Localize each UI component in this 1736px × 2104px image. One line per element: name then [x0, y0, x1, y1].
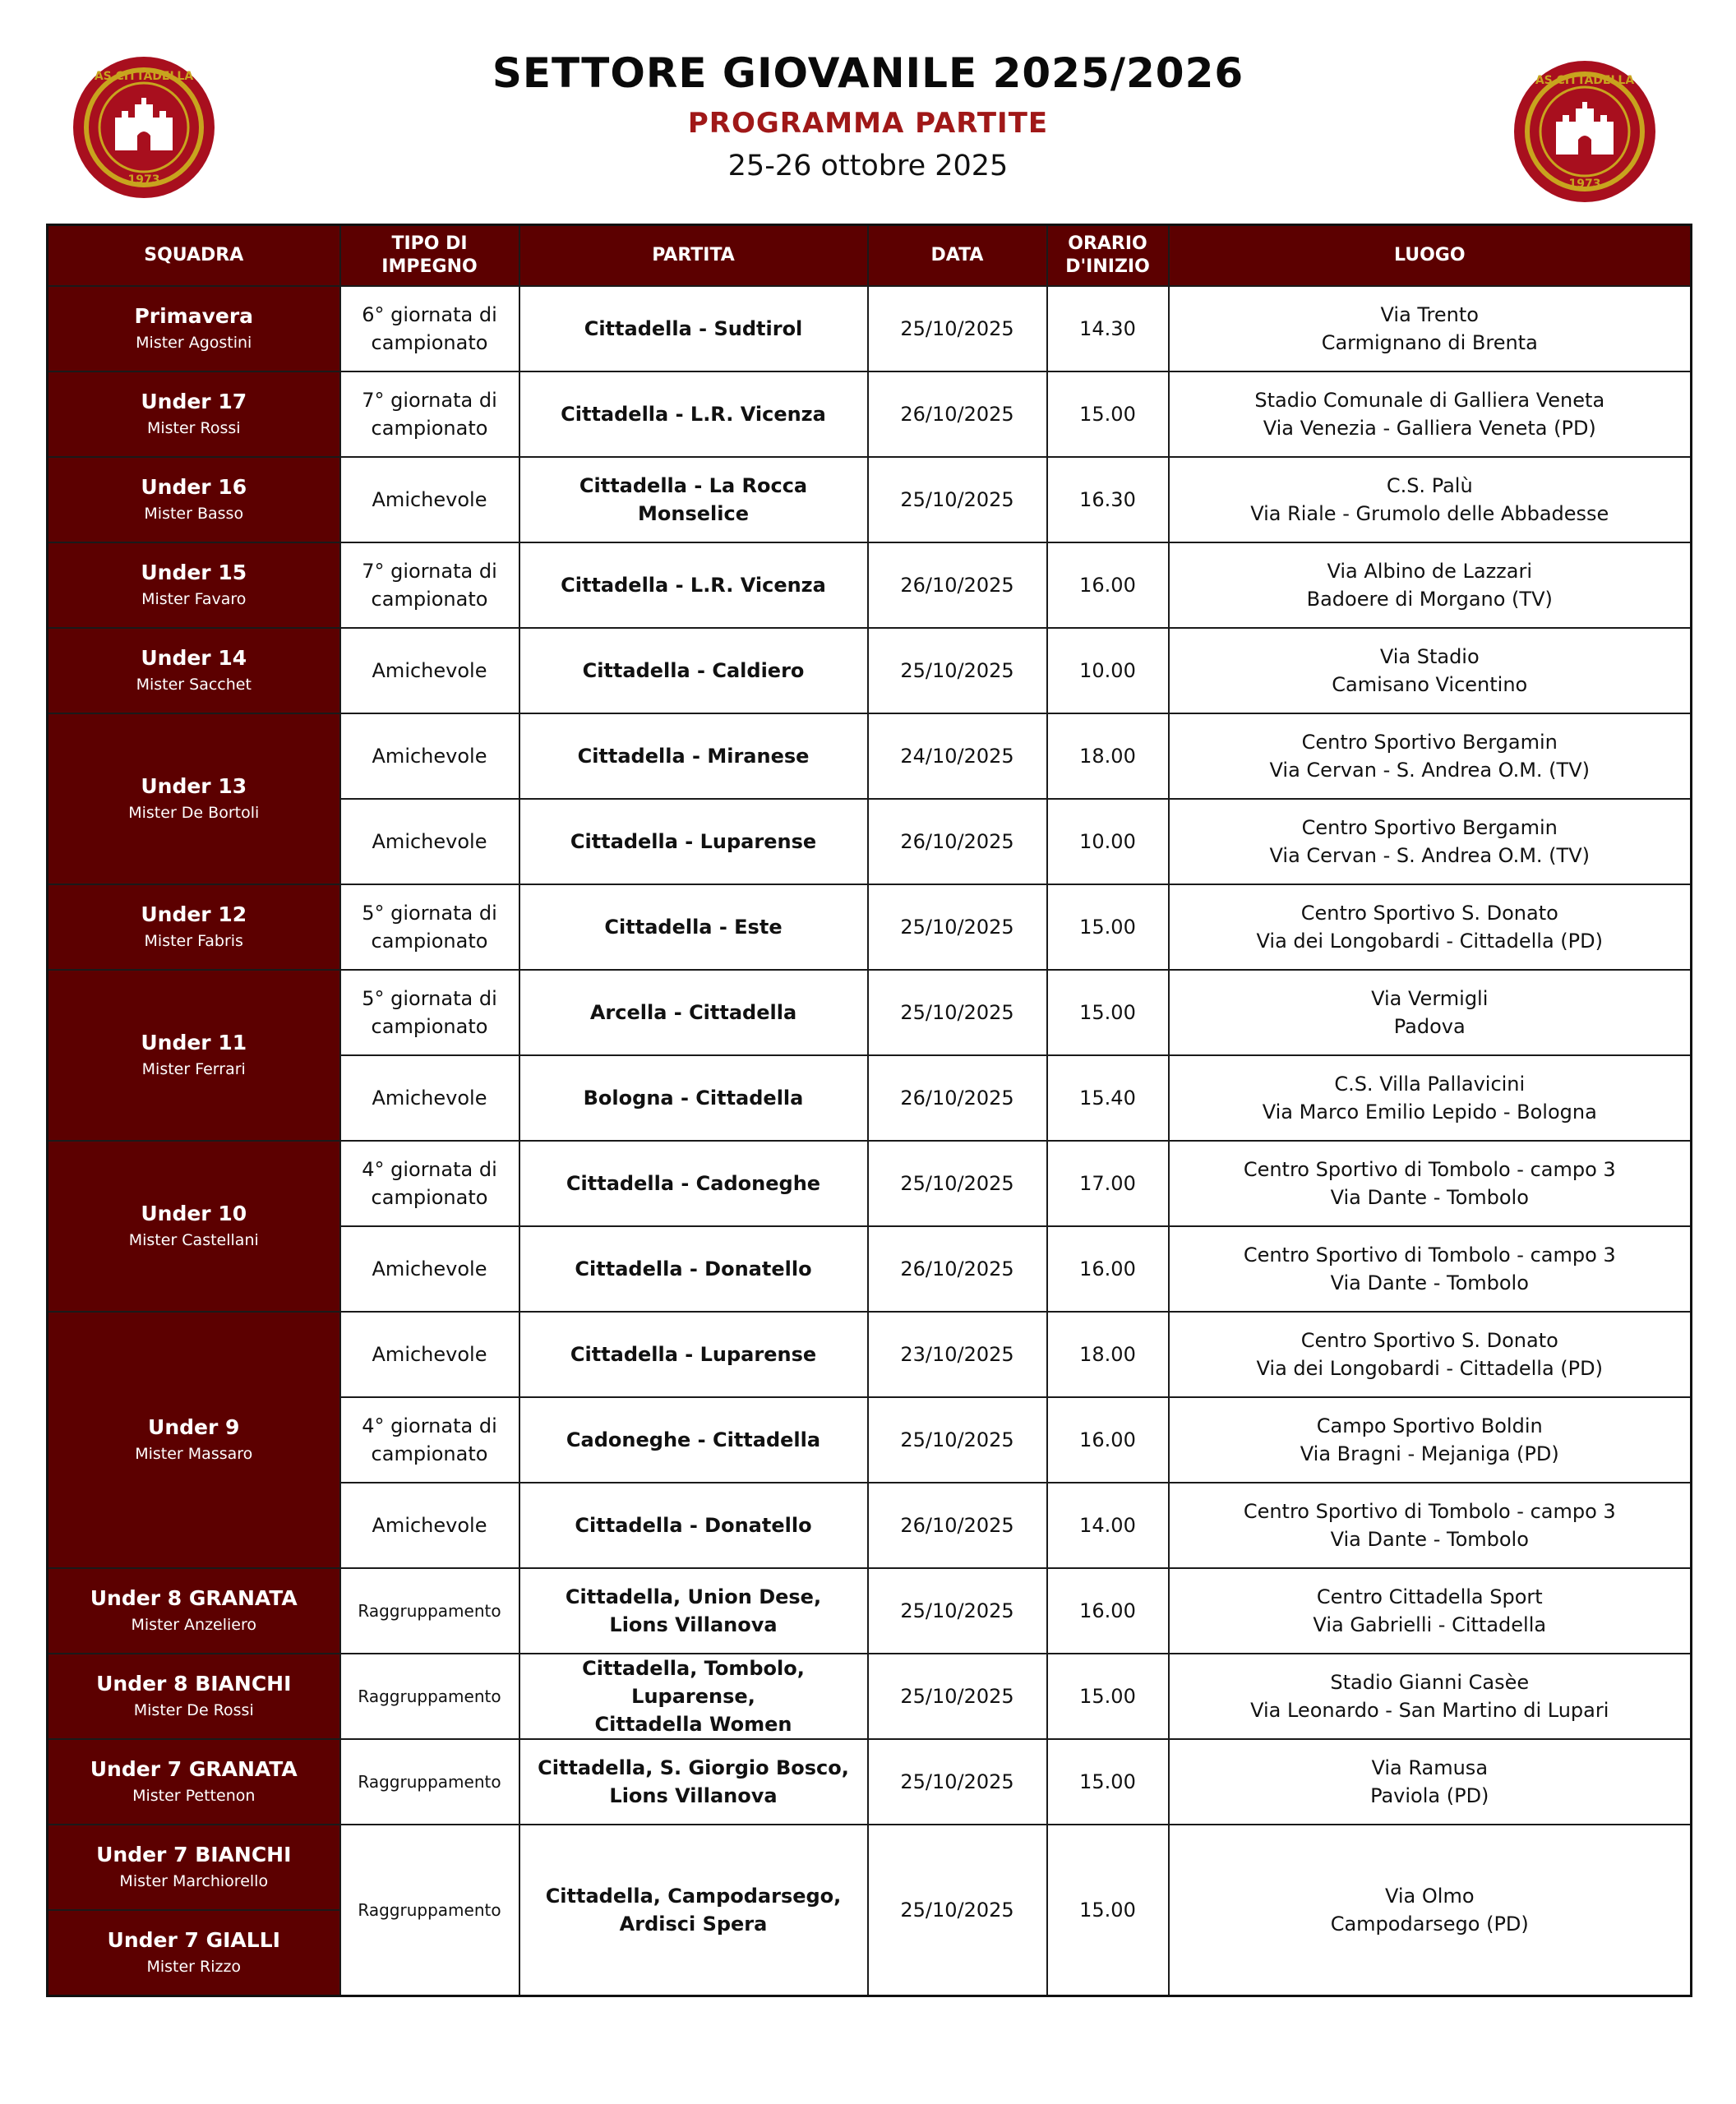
match-venue-cell	[1169, 286, 1692, 371]
match-venue-cell	[1169, 1654, 1692, 1739]
match-type-cell	[340, 542, 519, 628]
match-teams-line: Cittadella, S. Giorgio Bosco,	[538, 1756, 849, 1779]
match-type-line: 6° giornata di	[362, 303, 497, 326]
team-coach: Mister Castellani	[128, 1231, 259, 1249]
match-date: 26/10/2025	[868, 542, 1047, 628]
match-date: 25/10/2025	[868, 457, 1047, 542]
team-cell	[48, 1568, 340, 1654]
venue-line: Centro Sportivo di Tombolo - campo 3	[1243, 1243, 1616, 1267]
team-coach: Mister Sacchet	[136, 676, 252, 694]
match-time: 15.00	[1047, 970, 1169, 1055]
logo-text: AS CITTADELLA	[1535, 74, 1635, 87]
match-time: 15.00	[1047, 1825, 1169, 1996]
match-teams-cell	[519, 1568, 868, 1654]
match-date: 25/10/2025	[868, 628, 1047, 713]
match-time: 16.00	[1047, 1226, 1169, 1312]
team-name: Under 12	[141, 902, 247, 926]
team-coach: Mister Basso	[144, 505, 244, 523]
match-teams-cell	[519, 884, 868, 970]
match-time: 18.00	[1047, 713, 1169, 799]
match-teams-cell	[519, 457, 868, 542]
team-coach: Mister Anzeliero	[131, 1616, 257, 1634]
match-type-line: Amichevole	[372, 1514, 487, 1537]
match-venue-cell	[1169, 628, 1692, 713]
venue-line: Stadio Gianni Casèe	[1330, 1671, 1530, 1694]
match-time: 10.00	[1047, 628, 1169, 713]
team-cell	[48, 1739, 340, 1825]
match-type-line: campionato	[371, 417, 488, 440]
column-header-tipo: TIPO DI IMPEGNO	[340, 225, 519, 287]
match-date: 25/10/2025	[868, 1654, 1047, 1739]
match-type-cell	[340, 1226, 519, 1312]
match-teams-cell	[519, 1141, 868, 1226]
team-cell	[48, 1312, 340, 1568]
team-name: Under 8 BIANCHI	[96, 1672, 292, 1696]
team-cell	[48, 1141, 340, 1312]
team-name: Under 8 GRANATA	[90, 1586, 298, 1610]
match-venue-cell	[1169, 1141, 1692, 1226]
match-date: 25/10/2025	[868, 286, 1047, 371]
match-type-cell	[340, 1055, 519, 1141]
venue-line: Via Albino de Lazzari	[1327, 560, 1533, 583]
match-type-line: Amichevole	[372, 1087, 487, 1110]
orario-line-1: ORARIO	[1068, 233, 1147, 254]
match-teams-cell	[519, 1654, 868, 1739]
match-teams-line: Cittadella - Sudtirol	[584, 317, 803, 340]
match-type-cell	[340, 884, 519, 970]
team-coach: Mister Rossi	[146, 419, 241, 437]
venue-line: Centro Sportivo di Tombolo - campo 3	[1243, 1500, 1616, 1523]
match-type-cell	[340, 1825, 519, 1996]
venue-line: Stadio Comunale di Galliera Veneta	[1254, 389, 1605, 412]
team-name: Under 9	[148, 1415, 240, 1439]
team-coach: Mister Favaro	[141, 590, 247, 608]
schedule-table	[46, 224, 1692, 1997]
venue-line: Via Gabrielli - Cittadella	[1313, 1613, 1547, 1636]
venue-line: Centro Sportivo S. Donato	[1300, 1329, 1558, 1352]
logo-year: 1973	[1568, 178, 1601, 191]
match-teams-line: Cittadella - Miranese	[577, 745, 810, 768]
table-row	[48, 970, 1692, 1055]
team-cell	[48, 1910, 340, 1996]
match-type-line: Amichevole	[372, 745, 487, 768]
match-type-cell	[340, 1483, 519, 1568]
match-teams-line: Cittadella - Cadoneghe	[566, 1172, 821, 1195]
match-time: 18.00	[1047, 1312, 1169, 1397]
match-venue-cell	[1169, 1312, 1692, 1397]
team-coach: Mister Massaro	[135, 1445, 253, 1463]
column-header-luogo: LUOGO	[1169, 225, 1692, 287]
match-teams-line: Lions Villanova	[609, 1784, 778, 1807]
match-time: 16.00	[1047, 1568, 1169, 1654]
match-type-line: 5° giornata di	[362, 987, 497, 1010]
venue-line: Centro Sportivo Bergamin	[1301, 816, 1558, 839]
team-name: Under 14	[141, 646, 247, 670]
venue-line: Via Vermigli	[1371, 987, 1489, 1010]
team-coach: Mister De Bortoli	[128, 804, 260, 822]
match-type-line: Raggruppamento	[358, 1601, 501, 1621]
team-cell	[48, 628, 340, 713]
venue-line: Via dei Longobardi - Cittadella (PD)	[1256, 930, 1603, 953]
match-time: 14.30	[1047, 286, 1169, 371]
team-name: Under 7 GIALLI	[107, 1928, 280, 1952]
table-row	[48, 628, 1692, 713]
match-teams-line: Cittadella - L.R. Vicenza	[561, 574, 826, 597]
match-type-cell	[340, 799, 519, 884]
table-row	[48, 371, 1692, 457]
venue-line: Via Stadio	[1379, 645, 1480, 668]
match-type-line: Raggruppamento	[358, 1900, 501, 1920]
team-coach: Mister Agostini	[136, 334, 252, 352]
team-name: Under 16	[141, 475, 247, 499]
venue-line: C.S. Palù	[1386, 474, 1473, 497]
match-time: 16.00	[1047, 1397, 1169, 1483]
match-teams-cell	[519, 1312, 868, 1397]
match-date: 24/10/2025	[868, 713, 1047, 799]
page-title: SETTORE GIOVANILE 2025/2026	[492, 49, 1244, 97]
match-date: 25/10/2025	[868, 1141, 1047, 1226]
table-row	[48, 1739, 1692, 1825]
team-coach: Mister Fabris	[144, 932, 243, 950]
match-teams-line: Cittadella - Luparense	[570, 830, 817, 853]
table-row	[48, 457, 1692, 542]
match-time: 15.00	[1047, 371, 1169, 457]
team-coach: Mister Ferrari	[141, 1060, 246, 1078]
table-row	[48, 1825, 1692, 1910]
match-teams-line: Cittadella - Donatello	[575, 1257, 812, 1280]
team-cell	[48, 1825, 340, 1910]
match-venue-cell	[1169, 1055, 1692, 1141]
team-name: Under 15	[141, 561, 247, 584]
team-name: Under 11	[141, 1031, 247, 1054]
match-type-line: 7° giornata di	[362, 560, 497, 583]
table-row	[48, 1568, 1692, 1654]
match-teams-line: Cittadella Women	[594, 1713, 792, 1736]
match-time: 16.30	[1047, 457, 1169, 542]
table-row	[48, 1654, 1692, 1739]
match-venue-cell	[1169, 371, 1692, 457]
match-teams-cell	[519, 371, 868, 457]
match-teams-line: Cittadella - Luparense	[570, 1343, 817, 1366]
match-teams-cell	[519, 970, 868, 1055]
venue-line: Campo Sportivo Boldin	[1316, 1414, 1543, 1437]
match-date: 26/10/2025	[868, 371, 1047, 457]
match-type-cell	[340, 286, 519, 371]
match-teams-cell	[519, 286, 868, 371]
logo-year: 1973	[127, 173, 160, 187]
venue-line: Via Dante - Tombolo	[1330, 1271, 1529, 1294]
match-date: 25/10/2025	[868, 1739, 1047, 1825]
venue-line: Padova	[1393, 1015, 1466, 1038]
team-cell	[48, 1654, 340, 1739]
match-type-line: 7° giornata di	[362, 389, 497, 412]
venue-line: Via Riale - Grumolo delle Abbadesse	[1250, 502, 1609, 525]
column-header-squadra: SQUADRA	[48, 225, 340, 287]
club-logo	[1511, 58, 1659, 205]
match-time: 15.00	[1047, 884, 1169, 970]
match-type-line: 4° giornata di	[362, 1414, 497, 1437]
match-date: 26/10/2025	[868, 1483, 1047, 1568]
date-range: 25-26 ottobre 2025	[727, 150, 1009, 182]
match-venue-cell	[1169, 457, 1692, 542]
match-date: 26/10/2025	[868, 1226, 1047, 1312]
match-teams-cell	[519, 628, 868, 713]
match-time: 14.00	[1047, 1483, 1169, 1568]
match-teams-line: Arcella - Cittadella	[589, 1001, 797, 1024]
team-coach: Mister Pettenon	[132, 1787, 256, 1805]
team-name: Under 7 GRANATA	[90, 1757, 298, 1781]
match-venue-cell	[1169, 970, 1692, 1055]
match-venue-cell	[1169, 713, 1692, 799]
venue-line: Via Bragni - Mejaniga (PD)	[1300, 1442, 1559, 1465]
venue-line: Via Venezia - Galliera Veneta (PD)	[1263, 417, 1596, 440]
match-venue-cell	[1169, 542, 1692, 628]
match-type-line: 5° giornata di	[362, 902, 497, 925]
match-teams-cell	[519, 713, 868, 799]
match-teams-cell	[519, 1397, 868, 1483]
match-teams-line: Cittadella, Campodarsego,	[545, 1885, 842, 1908]
match-teams-line: Cittadella - Donatello	[575, 1514, 812, 1537]
venue-line: Via Trento	[1380, 303, 1479, 326]
match-type-cell	[340, 1141, 519, 1226]
match-venue-cell	[1169, 1825, 1692, 1996]
match-time: 15.40	[1047, 1055, 1169, 1141]
table-row	[48, 1312, 1692, 1397]
match-time: 17.00	[1047, 1141, 1169, 1226]
venue-line: Centro Cittadella Sport	[1316, 1585, 1543, 1608]
team-name: Primavera	[134, 304, 254, 328]
match-time: 16.00	[1047, 542, 1169, 628]
match-teams-line: Lions Villanova	[609, 1613, 778, 1636]
match-venue-cell	[1169, 884, 1692, 970]
venue-line: Via Marco Emilio Lepido - Bologna	[1262, 1100, 1597, 1124]
match-type-line: campionato	[371, 1186, 488, 1209]
match-venue-cell	[1169, 1226, 1692, 1312]
match-type-line: campionato	[371, 1015, 488, 1038]
venue-line: Centro Sportivo Bergamin	[1301, 731, 1558, 754]
match-type-cell	[340, 713, 519, 799]
match-type-line: 4° giornata di	[362, 1158, 497, 1181]
page-subtitle: PROGRAMMA PARTITE	[687, 107, 1049, 140]
match-type-line: campionato	[371, 930, 488, 953]
team-cell	[48, 970, 340, 1141]
match-teams-line: Bologna - Cittadella	[583, 1087, 804, 1110]
logo-text: AS CITTADELLA	[94, 70, 194, 83]
match-venue-cell	[1169, 1739, 1692, 1825]
table-row	[48, 542, 1692, 628]
match-teams-line: Cittadella - Caldiero	[582, 659, 805, 682]
match-type-cell	[340, 1397, 519, 1483]
match-type-line: campionato	[371, 588, 488, 611]
team-name: Under 7 BIANCHI	[96, 1843, 292, 1866]
table-row	[48, 884, 1692, 970]
match-type-line: campionato	[371, 1442, 488, 1465]
match-teams-cell	[519, 1483, 868, 1568]
match-teams-line: Cittadella - Este	[604, 916, 783, 939]
match-teams-cell	[519, 1739, 868, 1825]
table-row	[48, 713, 1692, 799]
match-type-cell	[340, 457, 519, 542]
match-type-cell	[340, 371, 519, 457]
venue-line: Via Cervan - S. Andrea O.M. (TV)	[1269, 844, 1590, 867]
column-header-partita: PARTITA	[519, 225, 868, 287]
match-type-cell	[340, 970, 519, 1055]
match-date: 25/10/2025	[868, 1397, 1047, 1483]
match-teams-line: Cittadella, Union Dese,	[565, 1585, 822, 1608]
match-type-line: Raggruppamento	[358, 1686, 501, 1706]
team-name: Under 13	[141, 774, 247, 798]
match-teams-cell	[519, 1825, 868, 1996]
venue-line: Badoere di Morgano (TV)	[1306, 588, 1553, 611]
venue-line: Via dei Longobardi - Cittadella (PD)	[1256, 1357, 1603, 1380]
match-type-line: Amichevole	[372, 659, 487, 682]
match-teams-cell	[519, 799, 868, 884]
match-teams-cell	[519, 542, 868, 628]
column-header-orario	[1047, 225, 1169, 287]
match-teams-cell	[519, 1226, 868, 1312]
match-type-line: Raggruppamento	[358, 1772, 501, 1792]
match-type-line: Amichevole	[372, 1343, 487, 1366]
match-date: 25/10/2025	[868, 884, 1047, 970]
venue-line: C.S. Villa Pallavicini	[1334, 1073, 1526, 1096]
match-type-line: campionato	[371, 331, 488, 354]
match-teams-line: Cittadella - L.R. Vicenza	[561, 403, 826, 426]
match-type-cell	[340, 628, 519, 713]
match-type-cell	[340, 1568, 519, 1654]
venue-line: Centro Sportivo di Tombolo - campo 3	[1243, 1158, 1616, 1181]
team-coach: Mister De Rossi	[133, 1701, 254, 1719]
match-venue-cell	[1169, 1568, 1692, 1654]
column-header-data: DATA	[868, 225, 1047, 287]
match-type-line: Amichevole	[372, 830, 487, 853]
venue-line: Via Ramusa	[1371, 1756, 1489, 1779]
match-teams-cell	[519, 1055, 868, 1141]
team-coach: Mister Marchiorello	[119, 1872, 269, 1890]
match-time: 15.00	[1047, 1654, 1169, 1739]
team-cell	[48, 713, 340, 884]
match-teams-line: Cittadella - La Rocca Monselice	[579, 474, 808, 525]
venue-line: Paviola (PD)	[1370, 1784, 1489, 1807]
team-cell	[48, 371, 340, 457]
venue-line: Via Cervan - S. Andrea O.M. (TV)	[1269, 759, 1590, 782]
team-name: Under 17	[141, 390, 247, 413]
match-teams-line: Cadoneghe - Cittadella	[566, 1428, 821, 1451]
match-date: 25/10/2025	[868, 1568, 1047, 1654]
match-type-cell	[340, 1312, 519, 1397]
match-date: 26/10/2025	[868, 799, 1047, 884]
match-time: 15.00	[1047, 1739, 1169, 1825]
table-row	[48, 1141, 1692, 1226]
table-header-row	[48, 225, 1692, 287]
match-venue-cell	[1169, 1483, 1692, 1568]
venue-line: Carmignano di Brenta	[1321, 331, 1538, 354]
venue-line: Via Dante - Tombolo	[1330, 1528, 1529, 1551]
venue-line: Campodarsego (PD)	[1330, 1913, 1529, 1936]
table-row	[48, 286, 1692, 371]
team-cell	[48, 457, 340, 542]
match-type-cell	[340, 1654, 519, 1739]
match-date: 25/10/2025	[868, 1825, 1047, 1996]
match-venue-cell	[1169, 1397, 1692, 1483]
team-coach: Mister Rizzo	[146, 1958, 242, 1976]
match-date: 25/10/2025	[868, 970, 1047, 1055]
team-name: Under 10	[141, 1202, 247, 1225]
match-teams-line: Ardisci Spera	[619, 1913, 768, 1936]
team-cell	[48, 542, 340, 628]
match-date: 26/10/2025	[868, 1055, 1047, 1141]
match-type-line: Amichevole	[372, 488, 487, 511]
match-type-cell	[340, 1739, 519, 1825]
venue-line: Via Dante - Tombolo	[1330, 1186, 1529, 1209]
match-type-line: Amichevole	[372, 1257, 487, 1280]
match-time: 10.00	[1047, 799, 1169, 884]
orario-line-2: D'INIZIO	[1065, 256, 1150, 277]
match-date: 23/10/2025	[868, 1312, 1047, 1397]
venue-line: Via Olmo	[1384, 1885, 1475, 1908]
match-venue-cell	[1169, 799, 1692, 884]
venue-line: Centro Sportivo S. Donato	[1300, 902, 1558, 925]
venue-line: Camisano Vicentino	[1332, 673, 1528, 696]
page-header	[0, 0, 1736, 222]
venue-line: Via Leonardo - San Martino di Lupari	[1250, 1699, 1609, 1722]
team-cell	[48, 884, 340, 970]
team-cell	[48, 286, 340, 371]
match-teams-line: Cittadella, Tombolo, Luparense,	[582, 1657, 805, 1708]
